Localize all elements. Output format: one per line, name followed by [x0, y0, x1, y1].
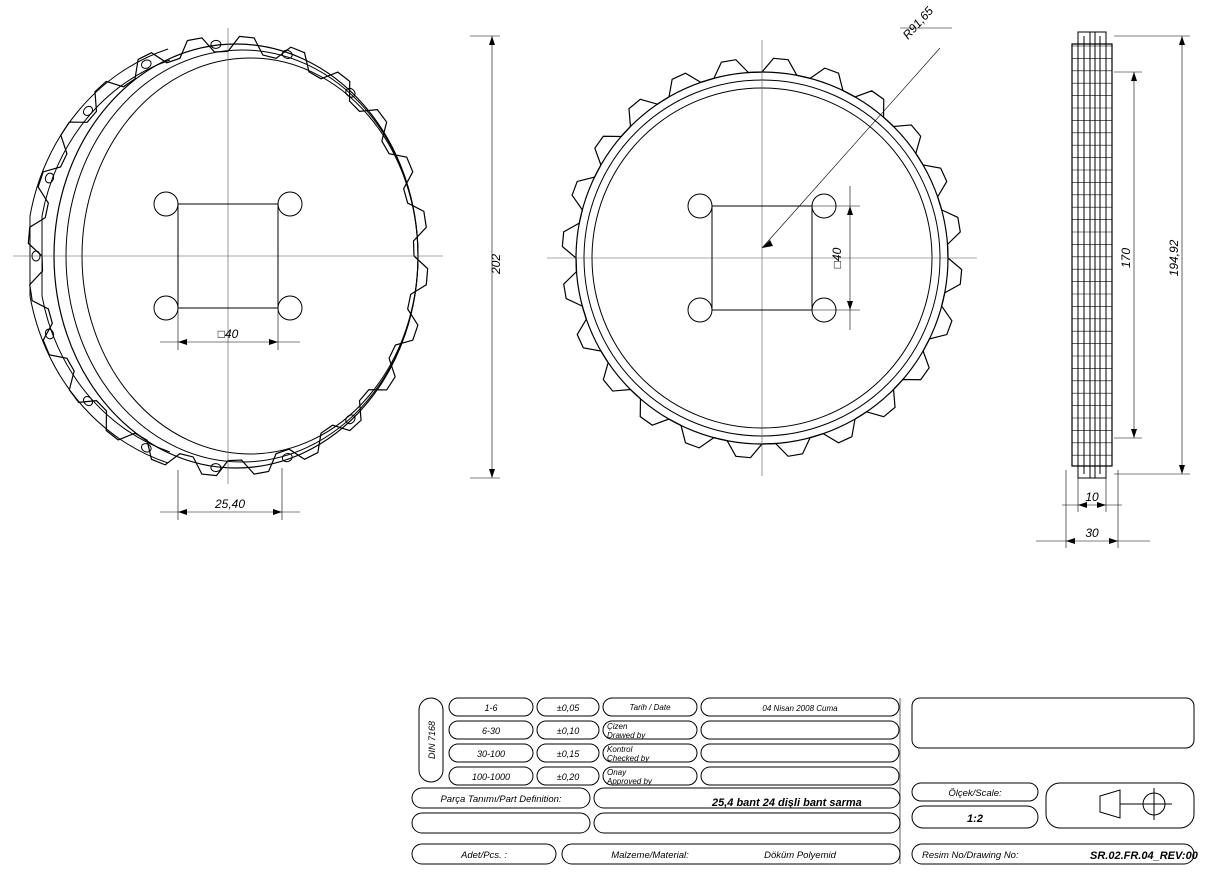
dimension-square-40-left: [160, 310, 300, 350]
left-view: [13, 28, 443, 484]
part-definition-label: Parça Tanımı/Part Definition:: [440, 794, 562, 805]
company-logo-box: [912, 698, 1194, 748]
dimension-label-square-40-left: □40: [217, 327, 239, 341]
role-value-row-2[interactable]: [701, 744, 899, 762]
part-definition-extra-value-box: [594, 813, 900, 833]
tolerance-value-3: ±0,20: [556, 772, 580, 782]
title-block: [412, 698, 1199, 864]
tolerance-value-1: ±0,10: [556, 726, 580, 736]
tolerance-value-0: ±0,05: [556, 703, 580, 713]
role-value-row-3[interactable]: [701, 767, 899, 785]
role-label-2-en: Checked by: [607, 754, 650, 763]
quantity-label: Adet/Pcs. :: [461, 850, 507, 861]
right-view: [1072, 32, 1112, 478]
role-label-3-tr: Onay: [607, 768, 627, 777]
role-label-1-tr: Çizen: [607, 722, 628, 731]
material-label: Malzeme/Material:: [611, 850, 689, 861]
drawing-no-label: Resim No/Drawing No:: [922, 850, 1019, 861]
part-definition-extra-box: [412, 813, 590, 833]
bolt-icon: [44, 172, 55, 184]
bolt-icon: [344, 86, 357, 99]
bolt-icon: [344, 413, 357, 426]
dimension-30: [1036, 470, 1150, 548]
tolerance-range-0: 1-6: [484, 703, 498, 713]
dimension-label-194-92: 194,92: [1167, 239, 1181, 277]
dimension-202: [470, 36, 503, 478]
tolerance-range-2: 30-100: [476, 749, 506, 759]
dimension-label-30: 30: [1085, 526, 1099, 540]
tolerance-range-1: 6-30: [481, 726, 501, 736]
role-label-0-tr: Tarih / Date: [629, 703, 671, 712]
dimension-label-170: 170: [1119, 247, 1133, 269]
dimension-25-40: [160, 468, 300, 520]
middle-view: [547, 40, 977, 476]
scale-value: 1:2: [967, 813, 983, 825]
dimension-label-10: 10: [1085, 490, 1099, 504]
role-value-row-1[interactable]: [701, 721, 899, 739]
dimension-170: [1114, 72, 1142, 438]
dimension-label-square-40-middle: □40: [830, 247, 844, 269]
dimension-label-R91-65: R91,65: [899, 3, 937, 43]
first-angle-projection-icon: [1100, 788, 1172, 820]
tolerance-standard-label: DIN 7168: [427, 720, 437, 760]
dimension-label-202: 202: [489, 253, 503, 275]
dimension-R91-65: [762, 4, 952, 248]
dimension-10: [1062, 468, 1122, 512]
role-label-1-en: Drawed by: [607, 731, 646, 740]
dimension-label-25-40: 25,40: [214, 497, 246, 511]
scale-label: Ölçek/Scale:: [948, 788, 1002, 799]
drawing-no-value: SR.02.FR.04_REV:00: [1090, 850, 1198, 862]
material-value: Döküm Polyemid: [764, 850, 836, 861]
role-label-2-tr: Kontrol: [607, 745, 633, 754]
role-label-3-en: Approved by: [607, 777, 652, 786]
role-value-0: 04 Nisan 2008 Cuma: [762, 704, 838, 713]
tolerance-range-3: 100-1000: [471, 772, 511, 782]
tolerance-value-2: ±0,15: [556, 749, 580, 759]
part-definition-value: 25,4 bant 24 dişli bant sarma: [712, 797, 862, 809]
